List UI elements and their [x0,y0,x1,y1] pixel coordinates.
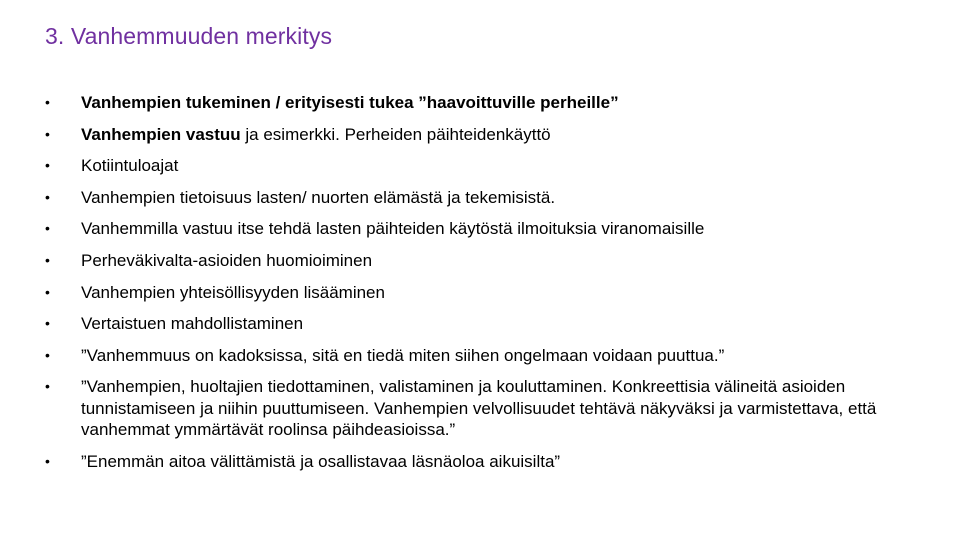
bullet-text: Vanhempien tietoisuus lasten/ nuorten elämästä ja tekemisistä. [81,187,556,207]
bullet-dot-icon: • [45,157,50,174]
bullet-dot-icon: • [45,125,50,142]
bullet-text: ”Vanhempien, huoltajien tiedottaminen, valistaminen ja kouluttaminen. Konkreettisia välineitä asioiden tunnistamiseen ja niihin puuttumiseen. Vanhempien velvollisuudet tehtävä näkyväksi ja varmistettava, että vanhemmat ymmärtävät roolinsa päihdeasioissa.” [81,377,877,440]
bullet-list [45,92,945,483]
bullet-item [45,282,945,304]
bullet-text: ”Enemmän aitoa välittämistä ja osallistavaa läsnäoloa aikuisilta” [81,451,561,471]
bullet-dot-icon: • [45,94,50,110]
bullet-dot-icon: • [45,452,50,469]
bullet-dot-icon: • [45,315,50,332]
bullet-item [45,218,945,240]
bullet-dot-icon: • [45,378,50,395]
bullet-text: Vanhempien yhteisöllisyyden lisääminen [81,282,385,302]
slide-title: 3. Vanhemmuuden merkitys [45,23,333,49]
bullet-item [45,376,945,441]
bullet-text: Kotiintuloajat [81,156,179,176]
bullet-item [45,313,945,335]
bullet-dot-icon: • [45,188,50,205]
bullet-item [45,155,945,177]
bullet-item [45,124,945,146]
bullet-text-bold: Vanhempien vastuu [81,124,241,144]
bullet-item [45,187,945,209]
bullet-text: ”Vanhemmuus on kadoksissa, sitä en tiedä miten siihen ongelmaan voidaan puuttua.” [81,345,725,365]
bullet-dot-icon: • [45,346,50,363]
bullet-text: Perheväkivalta-asioiden huomioiminen [81,250,373,270]
bullet-dot-icon: • [45,220,50,237]
bullet-text: ja esimerkki. Perheiden päihteidenkäyttö [240,124,551,144]
bullet-dot-icon: • [45,251,50,268]
bullet-item [45,345,945,367]
bullet-dot-icon: • [45,283,50,300]
bullet-item [45,92,945,114]
bullet-text: Vanhemmilla vastuu itse tehdä lasten päihteiden käytöstä ilmoituksia viranomaisille [81,219,705,239]
bullet-item [45,250,945,272]
bullet-item [45,451,945,473]
bullet-text-bold: Vanhempien tukeminen / erityisesti tukea ”haavoittuville perheille” [81,93,619,112]
bullet-text: Vertaistuen mahdollistaminen [81,314,304,334]
